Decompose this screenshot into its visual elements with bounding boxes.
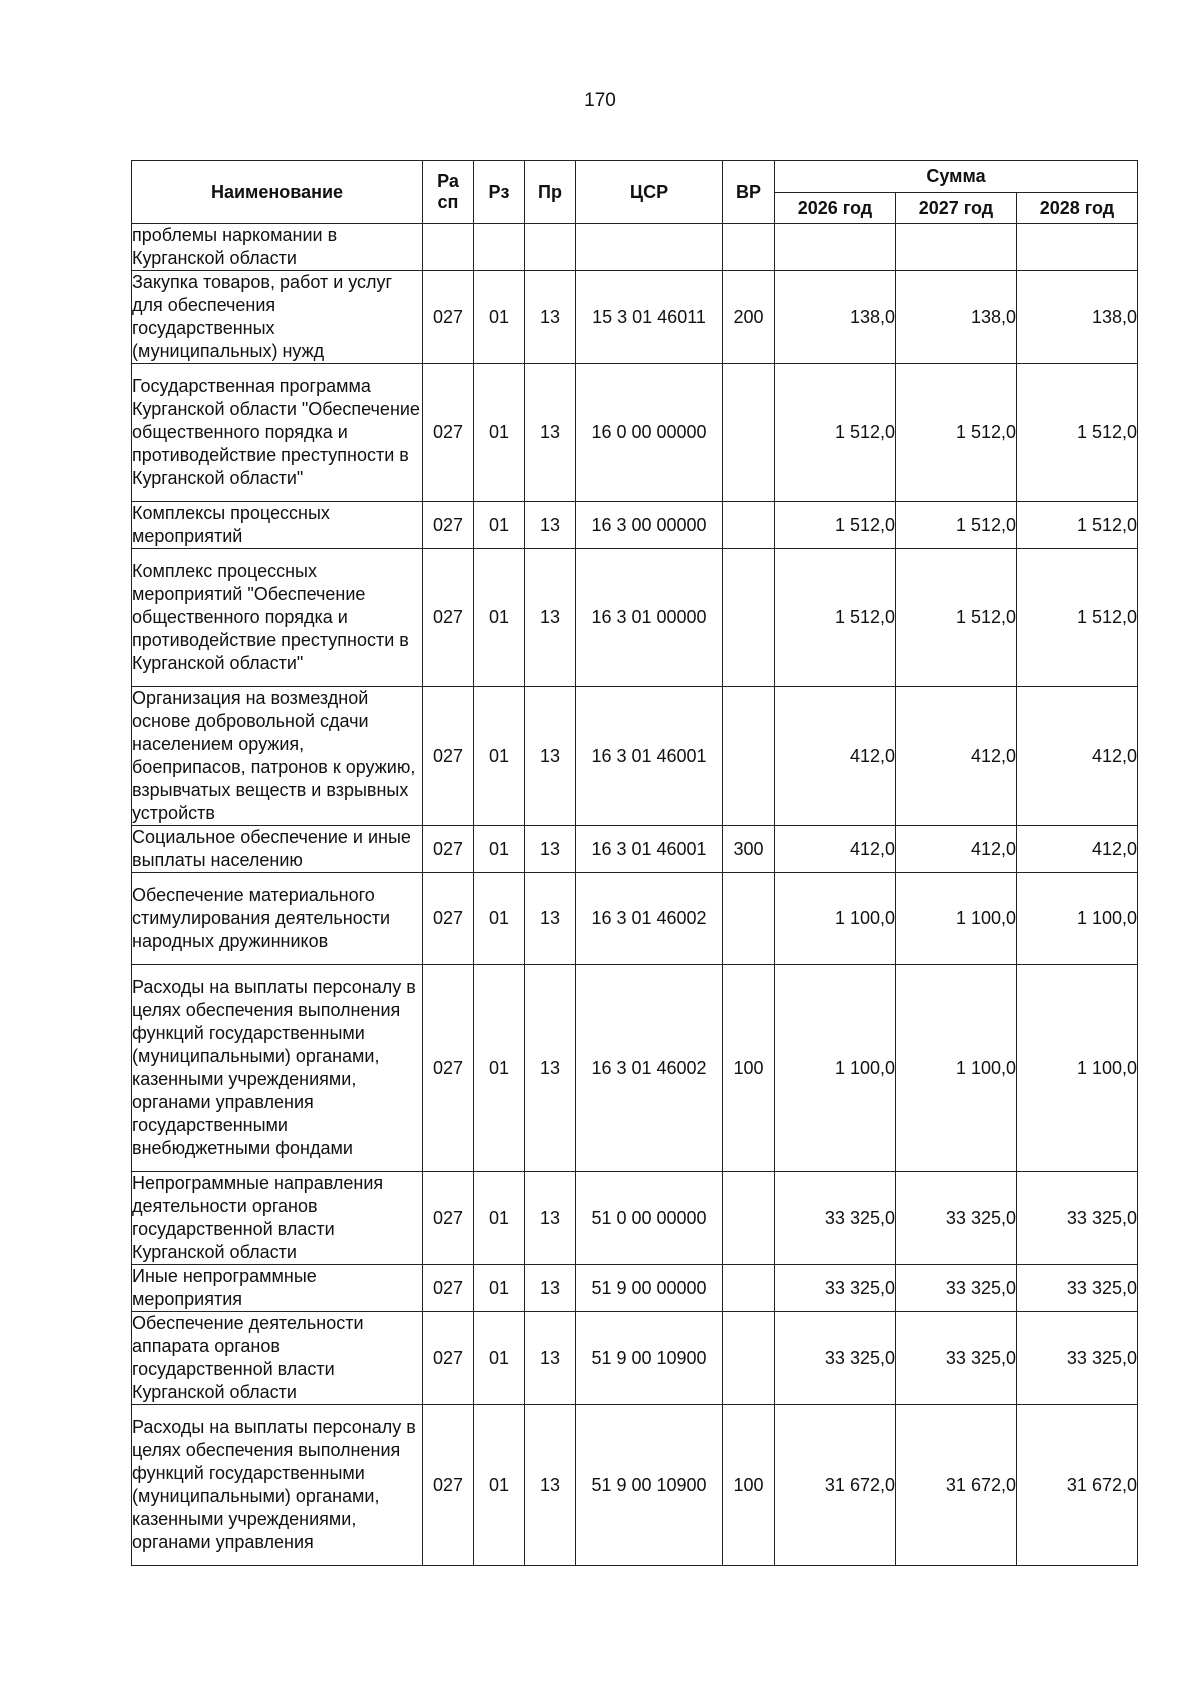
cell-sum-2028: 412,0: [1017, 687, 1138, 826]
table-body: [132, 224, 1138, 1566]
cell-csr: 16 3 01 00000: [576, 549, 723, 687]
cell-sum-2028: 33 325,0: [1017, 1172, 1138, 1265]
cell-rasp: 027: [423, 549, 474, 687]
cell-rasp: 027: [423, 271, 474, 364]
cell-name: Организация на возмездной основе добровольной сдачи населением оружия, боеприпасов, патронов к оружию, взрывчатых веществ и взрывных устройств: [132, 687, 423, 826]
cell-name: Обеспечение деятельности аппарата органов государственной власти Курганской области: [132, 1312, 423, 1405]
cell-sum-2026: 1 512,0: [775, 549, 896, 687]
cell-sum-2026: 412,0: [775, 826, 896, 873]
cell-rz: 01: [474, 965, 525, 1172]
cell-name: Обеспечение материального стимулирования деятельности народных дружинников: [132, 873, 423, 965]
table-row: [132, 873, 1138, 965]
header-name: Наименование: [132, 161, 423, 224]
cell-vr: [723, 502, 775, 549]
cell-sum-2026: 1 512,0: [775, 364, 896, 502]
table-row: [132, 1172, 1138, 1265]
table-row: [132, 1312, 1138, 1405]
cell-sum-2028: 138,0: [1017, 271, 1138, 364]
cell-sum-2027: 33 325,0: [896, 1172, 1017, 1265]
cell-rz: 01: [474, 549, 525, 687]
table-row: [132, 364, 1138, 502]
cell-name: Комплекс процессных мероприятий "Обеспечение общественного порядка и противодействие преступности в Курганской области": [132, 549, 423, 687]
cell-rasp: 027: [423, 687, 474, 826]
cell-vr: 100: [723, 1405, 775, 1566]
cell-name: Социальное обеспечение и иные выплаты населению: [132, 826, 423, 873]
cell-csr: 16 3 01 46002: [576, 873, 723, 965]
cell-pr: 13: [525, 364, 576, 502]
header-rz: Рз: [474, 161, 525, 224]
cell-rz: 01: [474, 1312, 525, 1405]
cell-sum-2026: 31 672,0: [775, 1405, 896, 1566]
cell-sum-2028: 1 512,0: [1017, 549, 1138, 687]
cell-name: Непрограммные направления деятельности органов государственной власти Курганской области: [132, 1172, 423, 1265]
cell-csr: 16 3 01 46001: [576, 687, 723, 826]
cell-csr: [576, 224, 723, 271]
cell-sum-2028: 412,0: [1017, 826, 1138, 873]
cell-sum-2027: [896, 224, 1017, 271]
cell-rz: 01: [474, 687, 525, 826]
cell-sum-2028: 1 512,0: [1017, 502, 1138, 549]
cell-csr: 15 3 01 46011: [576, 271, 723, 364]
cell-rz: [474, 224, 525, 271]
cell-vr: [723, 549, 775, 687]
cell-vr: [723, 1265, 775, 1312]
header-rasp-line1: Ра: [437, 171, 459, 191]
cell-name: Расходы на выплаты персоналу в целях обеспечения выполнения функций государственными (муниципальными) органами, казенными учреждениями, органами управления: [132, 1405, 423, 1566]
cell-name: Государственная программа Курганской области "Обеспечение общественного порядка и противодействие преступности в Курганской области": [132, 364, 423, 502]
header-year-2026: 2026 год: [775, 193, 896, 224]
cell-pr: 13: [525, 1405, 576, 1566]
cell-csr: 16 0 00 00000: [576, 364, 723, 502]
cell-sum-2028: 1 512,0: [1017, 364, 1138, 502]
header-rasp-line2: сп: [437, 192, 459, 212]
table-row: [132, 826, 1138, 873]
table-row: [132, 687, 1138, 826]
cell-sum-2026: 1 100,0: [775, 965, 896, 1172]
cell-rasp: 027: [423, 1172, 474, 1265]
cell-pr: 13: [525, 549, 576, 687]
cell-vr: [723, 1312, 775, 1405]
cell-rasp: 027: [423, 1312, 474, 1405]
cell-sum-2028: 31 672,0: [1017, 1405, 1138, 1566]
table-row: [132, 1405, 1138, 1566]
cell-sum-2027: 1 100,0: [896, 873, 1017, 965]
cell-sum-2027: 33 325,0: [896, 1265, 1017, 1312]
table-row: [132, 224, 1138, 271]
cell-sum-2026: 1 512,0: [775, 502, 896, 549]
cell-rasp: 027: [423, 873, 474, 965]
cell-sum-2026: [775, 224, 896, 271]
cell-sum-2027: 31 672,0: [896, 1405, 1017, 1566]
cell-pr: 13: [525, 873, 576, 965]
cell-csr: 51 9 00 10900: [576, 1312, 723, 1405]
cell-sum-2028: 33 325,0: [1017, 1312, 1138, 1405]
cell-csr: 51 0 00 00000: [576, 1172, 723, 1265]
cell-sum-2026: 33 325,0: [775, 1312, 896, 1405]
cell-rz: 01: [474, 873, 525, 965]
cell-rasp: 027: [423, 826, 474, 873]
cell-pr: 13: [525, 271, 576, 364]
cell-rz: 01: [474, 826, 525, 873]
cell-vr: [723, 224, 775, 271]
cell-rasp: 027: [423, 965, 474, 1172]
cell-sum-2027: 138,0: [896, 271, 1017, 364]
cell-sum-2028: [1017, 224, 1138, 271]
cell-rz: 01: [474, 1405, 525, 1566]
header-pr: Пр: [525, 161, 576, 224]
cell-pr: 13: [525, 1172, 576, 1265]
cell-vr: 200: [723, 271, 775, 364]
cell-vr: [723, 364, 775, 502]
cell-sum-2027: 1 512,0: [896, 364, 1017, 502]
cell-name: Закупка товаров, работ и услуг для обеспечения государственных (муниципальных) нужд: [132, 271, 423, 364]
cell-rz: 01: [474, 502, 525, 549]
cell-rz: 01: [474, 1172, 525, 1265]
header-year-2028: 2028 год: [1017, 193, 1138, 224]
cell-rz: 01: [474, 1265, 525, 1312]
cell-sum-2026: 1 100,0: [775, 873, 896, 965]
cell-sum-2026: 412,0: [775, 687, 896, 826]
cell-sum-2028: 1 100,0: [1017, 965, 1138, 1172]
cell-sum-2027: 1 512,0: [896, 502, 1017, 549]
cell-sum-2028: 1 100,0: [1017, 873, 1138, 965]
cell-pr: 13: [525, 502, 576, 549]
cell-sum-2027: 412,0: [896, 826, 1017, 873]
cell-pr: 13: [525, 1265, 576, 1312]
cell-pr: 13: [525, 1312, 576, 1405]
cell-vr: 300: [723, 826, 775, 873]
cell-vr: [723, 873, 775, 965]
header-rasp: [423, 161, 474, 224]
cell-sum-2027: 412,0: [896, 687, 1017, 826]
cell-rasp: 027: [423, 502, 474, 549]
cell-rz: 01: [474, 271, 525, 364]
table-row: [132, 965, 1138, 1172]
page-number: 170: [584, 90, 616, 111]
header-vr: ВР: [723, 161, 775, 224]
cell-csr: 16 3 00 00000: [576, 502, 723, 549]
cell-sum-2027: 1 100,0: [896, 965, 1017, 1172]
cell-rasp: [423, 224, 474, 271]
cell-csr: 16 3 01 46002: [576, 965, 723, 1172]
cell-pr: 13: [525, 965, 576, 1172]
header-csr: ЦСР: [576, 161, 723, 224]
cell-rasp: 027: [423, 1405, 474, 1566]
cell-sum-2028: 33 325,0: [1017, 1265, 1138, 1312]
header-year-2027: 2027 год: [896, 193, 1017, 224]
cell-name: Комплексы процессных мероприятий: [132, 502, 423, 549]
cell-name: Расходы на выплаты персоналу в целях обеспечения выполнения функций государственными (муниципальными) органами, казенными учреждениями, органами управления государственными внебюджетными фондами: [132, 965, 423, 1172]
cell-pr: 13: [525, 826, 576, 873]
cell-csr: 16 3 01 46001: [576, 826, 723, 873]
cell-pr: [525, 224, 576, 271]
cell-rasp: 027: [423, 1265, 474, 1312]
cell-pr: 13: [525, 687, 576, 826]
cell-sum-2026: 33 325,0: [775, 1265, 896, 1312]
cell-csr: 51 9 00 10900: [576, 1405, 723, 1566]
cell-name: Иные непрограммные мероприятия: [132, 1265, 423, 1312]
cell-vr: [723, 1172, 775, 1265]
table-row: [132, 502, 1138, 549]
table-row: [132, 1265, 1138, 1312]
table-header: [132, 161, 1138, 224]
cell-vr: [723, 687, 775, 826]
cell-vr: 100: [723, 965, 775, 1172]
budget-table: [131, 160, 1138, 1566]
header-sum: Сумма: [775, 161, 1138, 193]
table-row: [132, 271, 1138, 364]
cell-sum-2027: 33 325,0: [896, 1312, 1017, 1405]
table-row: [132, 549, 1138, 687]
cell-name: проблемы наркомании в Курганской области: [132, 224, 423, 271]
cell-sum-2026: 33 325,0: [775, 1172, 896, 1265]
cell-rasp: 027: [423, 364, 474, 502]
cell-csr: 51 9 00 00000: [576, 1265, 723, 1312]
cell-sum-2027: 1 512,0: [896, 549, 1017, 687]
cell-sum-2026: 138,0: [775, 271, 896, 364]
cell-rz: 01: [474, 364, 525, 502]
